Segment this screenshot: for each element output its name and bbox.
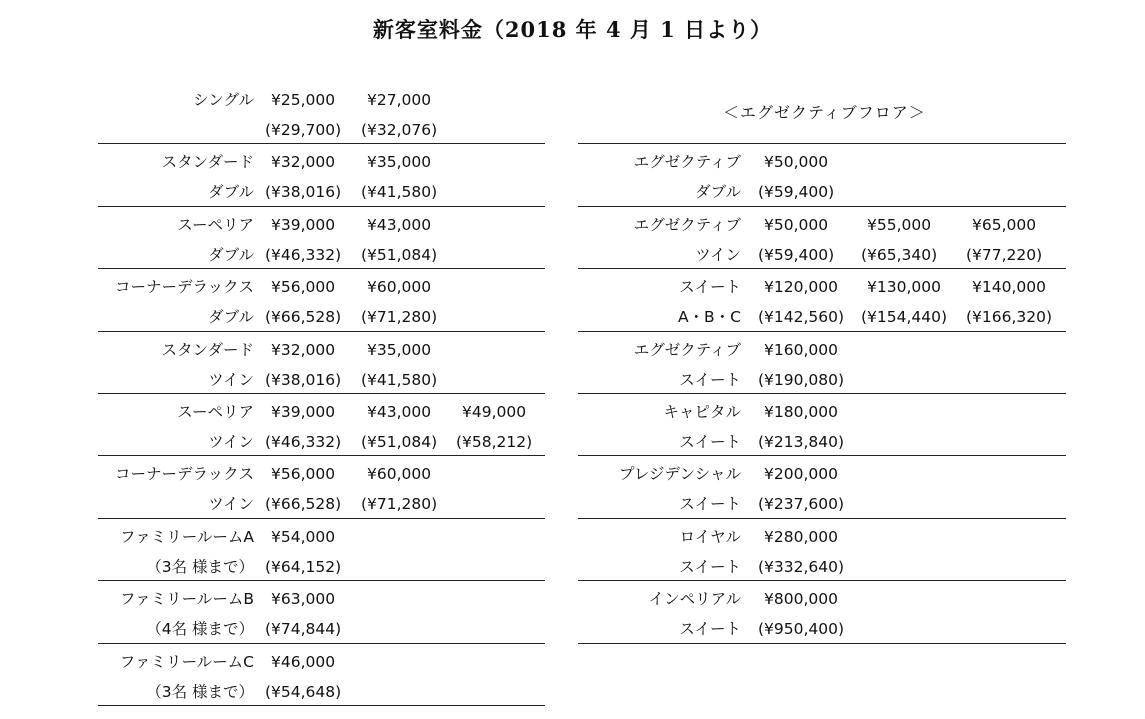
room-type: ツイン (695, 245, 741, 264)
room-name: エグゼクティブ (633, 153, 741, 172)
room-type: スイート (679, 370, 741, 389)
room-price-with-tax: (¥66,528) (265, 308, 342, 327)
room-price-with-tax: (¥213,840) (758, 432, 845, 451)
room-name: プレジデンシャル (619, 465, 741, 484)
room-price-with-tax: (¥64,152) (265, 557, 342, 576)
room-row (578, 581, 1066, 643)
room-price-with-tax: (¥74,844) (265, 620, 342, 639)
room-type: ツイン (208, 432, 254, 451)
room-price-with-tax: (¥54,648) (265, 682, 342, 701)
room-row (98, 519, 545, 581)
room-name: キャピタル (663, 402, 741, 421)
room-price: ¥32,000 (271, 340, 336, 359)
room-price-with-tax: (¥46,332) (265, 432, 342, 451)
room-price: ¥49,000 (462, 402, 527, 421)
room-name: スイート (679, 278, 741, 297)
room-price: ¥46,000 (271, 652, 336, 671)
room-price: ¥800,000 (764, 590, 838, 609)
room-price-with-tax: (¥190,080) (758, 370, 845, 389)
room-price: ¥55,000 (867, 215, 932, 234)
room-price-with-tax: (¥51,084) (361, 432, 438, 451)
room-price-with-tax: (¥66,528) (265, 495, 342, 514)
room-price-with-tax: (¥142,560) (758, 308, 845, 327)
room-name: スーペリア (177, 402, 254, 421)
room-row (578, 519, 1066, 581)
room-price-with-tax: (¥29,700) (265, 121, 342, 139)
room-price-with-tax: (¥71,280) (361, 308, 438, 327)
room-price: ¥56,000 (271, 465, 336, 484)
room-type: スイート (679, 495, 741, 514)
room-row (98, 394, 545, 456)
room-price: ¥35,000 (367, 340, 432, 359)
room-name: ロイヤル (679, 527, 741, 546)
room-type: スイート (679, 432, 741, 451)
room-price: ¥25,000 (271, 91, 336, 109)
room-price-with-tax: (¥41,580) (361, 183, 438, 202)
room-price-with-tax: (¥65,340) (861, 245, 938, 264)
room-price: ¥32,000 (271, 153, 336, 172)
executive-floor-header-row (578, 82, 1066, 144)
room-name: コーナーデラックス (114, 465, 254, 484)
room-price-with-tax: (¥166,320) (966, 308, 1053, 327)
room-row (578, 207, 1066, 269)
room-price-with-tax: (¥41,580) (361, 370, 438, 389)
room-price: ¥50,000 (764, 153, 829, 172)
room-name: インペリアル (648, 590, 741, 609)
room-price: ¥56,000 (271, 278, 336, 297)
room-price: ¥63,000 (271, 590, 336, 609)
room-price-with-tax: (¥59,400) (758, 183, 835, 202)
room-name: スタンダード (161, 340, 254, 359)
room-price-with-tax: (¥71,280) (361, 495, 438, 514)
room-price: ¥280,000 (764, 527, 838, 546)
room-type: ツイン (208, 495, 254, 514)
room-price: ¥35,000 (367, 153, 432, 172)
room-row (578, 456, 1066, 518)
room-price: ¥54,000 (271, 527, 336, 546)
room-price-with-tax: (¥32,076) (361, 121, 438, 139)
executive-floor-header: ＜エグゼクティブフロア＞ (723, 103, 926, 122)
room-price-with-tax: (¥77,220) (966, 245, 1043, 264)
room-price: ¥27,000 (367, 91, 432, 109)
room-price: ¥200,000 (764, 465, 838, 484)
room-type: ツイン (208, 370, 254, 389)
room-type: A・B・C (677, 308, 741, 327)
room-price: ¥60,000 (367, 465, 432, 484)
room-price: ¥130,000 (867, 278, 941, 297)
room-price: ¥50,000 (764, 215, 829, 234)
room-type: （3名 様まで） (146, 557, 254, 576)
room-row (98, 269, 545, 331)
room-name: エグゼクティブ (633, 215, 741, 234)
room-type: スイート (679, 557, 741, 576)
room-type: ダブル (208, 245, 254, 264)
room-price-with-tax: (¥38,016) (265, 183, 342, 202)
room-row (98, 581, 545, 643)
room-name: シングル (193, 91, 254, 109)
room-name: ファミリールームA (120, 527, 254, 546)
room-row (98, 332, 545, 394)
room-type: ダブル (695, 183, 741, 202)
room-row (98, 644, 545, 706)
standard-room-rates (98, 82, 545, 706)
room-type: （4名 様まで） (146, 620, 254, 639)
room-row (578, 394, 1066, 456)
room-price-with-tax: (¥237,600) (758, 495, 845, 514)
room-price: ¥65,000 (972, 215, 1037, 234)
room-row (98, 144, 545, 206)
room-price: ¥120,000 (764, 278, 838, 297)
room-row (98, 82, 545, 144)
room-row (578, 269, 1066, 331)
room-price-with-tax: (¥59,400) (758, 245, 835, 264)
room-price: ¥180,000 (764, 402, 838, 421)
room-price-with-tax: (¥46,332) (265, 245, 342, 264)
room-price: ¥160,000 (764, 340, 838, 359)
room-price-with-tax: (¥950,400) (758, 620, 845, 639)
room-price-with-tax: (¥58,212) (456, 432, 533, 451)
room-name: ファミリールームC (119, 652, 254, 671)
room-price-with-tax: (¥332,640) (758, 557, 845, 576)
room-price: ¥39,000 (271, 215, 336, 234)
room-type: ダブル (208, 183, 254, 202)
room-price-with-tax: (¥38,016) (265, 370, 342, 389)
room-price: ¥140,000 (972, 278, 1046, 297)
room-type: （3名 様まで） (146, 682, 254, 701)
room-price: ¥39,000 (271, 402, 336, 421)
room-row (578, 144, 1066, 206)
room-price: ¥60,000 (367, 278, 432, 297)
room-price-with-tax: (¥51,084) (361, 245, 438, 264)
room-price: ¥43,000 (367, 402, 432, 421)
room-name: スタンダード (161, 153, 254, 172)
room-name: コーナーデラックス (114, 278, 254, 297)
room-type: ダブル (208, 308, 254, 327)
room-row (98, 207, 545, 269)
executive-floor-rates (578, 82, 1066, 644)
room-price-with-tax: (¥154,440) (861, 308, 948, 327)
room-name: エグゼクティブ (633, 340, 741, 359)
room-type: スイート (679, 620, 741, 639)
room-price: ¥43,000 (367, 215, 432, 234)
room-name: ファミリールームB (119, 590, 254, 609)
page-title: 新客室料金（2018 年 4 月 1 日より） (372, 17, 773, 42)
room-row (578, 332, 1066, 394)
room-row (98, 456, 545, 518)
room-name: スーペリア (177, 215, 254, 234)
